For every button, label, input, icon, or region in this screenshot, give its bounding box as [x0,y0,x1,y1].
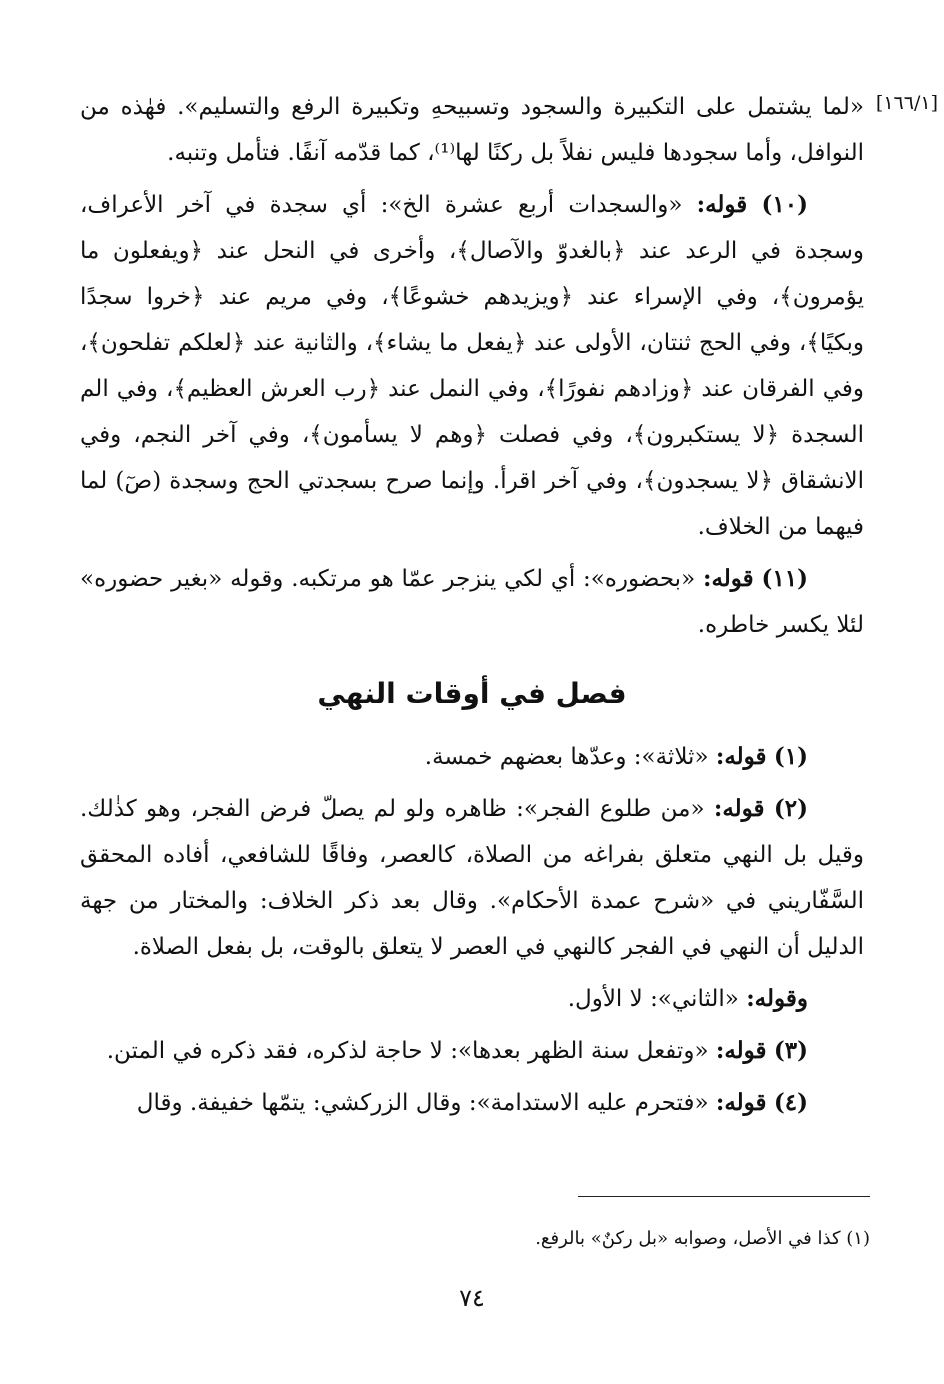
top-paragraph: «لما يشتمل على التكبيرة والسجود وتسبيحهِ وتكبيرة الرفع والتسليم». فهٰذه من النوافل، وأما سجودها فليس نفلاً بل ركنًا لها⁽¹⁾، كما قدّمه آنفًا. فتأمل وتنبه. [80,94,864,166]
note-label: قوله: [713,795,765,822]
note-label: قوله: [715,1037,767,1064]
section-note-2 [80,786,864,970]
note-text: «الثاني»: لا الأول. [567,986,739,1012]
footnote-text: كذا في الأصل، وصوابه «بل ركنٌ» بالرفع. [535,1228,841,1249]
section-note-4 [80,1080,864,1126]
note-number: (٢) [773,795,808,822]
note-10 [80,182,864,550]
note-label: قوله: [715,1089,767,1116]
note-text: «من طلوع الفجر»: ظاهره ولو لم يصلّ فرض الفجر، وهو كذٰلك. وقيل بل النهي متعلق بفراغه من الصلاة، كالعصر، وفاقًا للشافعي، أفاده المحقق السَّفّاريني في «شرح عمدة الأحكام». وقال بعد ذكر الخلاف: والمختار من جهة الدليل أن النهي في الفجر كالنهي في العصر لا يتعلق بالوقت، بل بفعل الصلاة. [80,796,864,960]
note-11 [80,556,864,648]
page-number: ٧٤ [459,1284,485,1312]
note-number: (٤) [773,1089,808,1116]
note-text: «ثلاثة»: وعدّها بعضهم خمسة. [424,744,709,770]
note-number: (١١) [761,565,808,592]
note-label: قوله: [715,743,767,770]
note-label: وقوله: [746,985,808,1012]
note-text: «بحضوره»: أي لكي ينزجر عمّا هو مرتكبه. وقوله «بغير حضوره» لئلا يكسر خاطره. [80,566,864,638]
note-number: (١٠) [761,191,808,218]
note-text: «وتفعل سنة الظهر بعدها»: لا حاجة لذكره، فقد ذكره في المتن. [106,1038,709,1064]
page-body [80,84,864,1132]
section-note-1 [80,734,864,780]
note-number: (٣) [773,1037,808,1064]
note-number: (١) [773,743,808,770]
note-label: قوله: [696,191,748,218]
section-note-3 [80,1028,864,1074]
footnote [170,1224,870,1254]
note-text: «فتحرم عليه الاستدامة»: وقال الزركشي: يتمّها خفيفة. وقال [136,1090,709,1116]
section-title: فصل في أوقات النهي [317,677,627,710]
footnote-divider [578,1196,870,1197]
note-label: قوله: [702,565,754,592]
footnote-number: (١) [846,1228,870,1249]
note-text: «والسجدات أربع عشرة الخ»: أي سجدة في آخر الأعراف، وسجدة في الرعد عند ﴿بالغدوّ والآصال﴾، وأخرى في النحل عند ﴿ويفعلون ما يؤمرون﴾، وفي الإسراء عند ﴿ويزيدهم خشوعًا﴾، وفي مريم عند ﴿خروا سجدًا وبكيًا﴾، وفي الحج ثنتان، الأولى عند ﴿يفعل ما يشاء﴾، والثانية عند ﴿لعلكم تفلحون﴾، وفي الفرقان عند ﴿وزادهم نفورًا﴾، وفي النمل عند ﴿رب العرش العظيم﴾، وفي الم السجدة ﴿لا يستكبرون﴾، وفي فصلت ﴿وهم لا يسأمون﴾، وفي آخر النجم، وفي الانشقاق ﴿لا يسجدون﴾، وفي آخر اقرأ. وإنما صرح بسجدتي الحج وسجدة (صٓ) لما فيهما من الخلاف. [80,192,864,540]
margin-page-reference: [١٦٦/١] [875,92,938,114]
section-note-2b [80,976,864,1022]
